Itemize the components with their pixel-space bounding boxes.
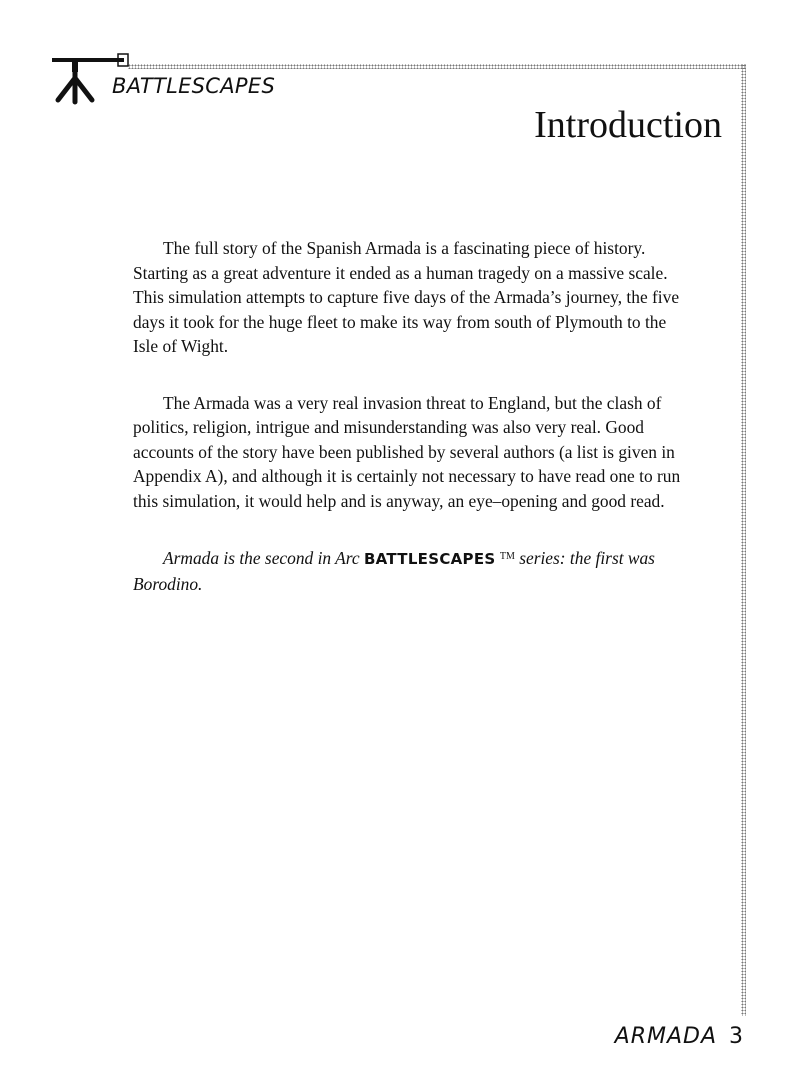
series-note	[133, 545, 693, 596]
note-text-end: series: the first was Borodino.	[133, 548, 655, 594]
trademark-mark: TM	[499, 551, 515, 562]
dotted-frame-top	[128, 64, 746, 69]
intro-body	[133, 236, 693, 596]
paragraph: The Armada was a very real invasion threat to England, but the clash of politics, religion, intrigue and misunderstanding was also very real. Good accounts of the story have been published by several authors (a list is given in Appendix A), and although it is certainly not necessary to have read one to run this simulation, it would help and is anyway, an eye–opening and good read.	[133, 392, 681, 511]
page-number: 3	[729, 1024, 744, 1049]
footer-name: ARMADA	[614, 1024, 717, 1049]
dotted-frame-right	[741, 64, 746, 1016]
series-header: BATTLESCAPES	[112, 74, 276, 98]
note-brand: BATTLESCAPES	[363, 550, 496, 568]
note-text: Armada is the second in Arc	[163, 548, 364, 568]
page-title: Introduction	[534, 104, 722, 146]
page-footer	[615, 1024, 744, 1049]
paragraph: The full story of the Spanish Armada is a fascinating piece of history. Starting as a great adventure it ended as a human tragedy on a massive scale. This simulation attempts to capture five days of the Armada’s journey, the five days it took for the huge fleet to make its way from south of Plymouth to the Isle of Wight.	[133, 238, 680, 356]
